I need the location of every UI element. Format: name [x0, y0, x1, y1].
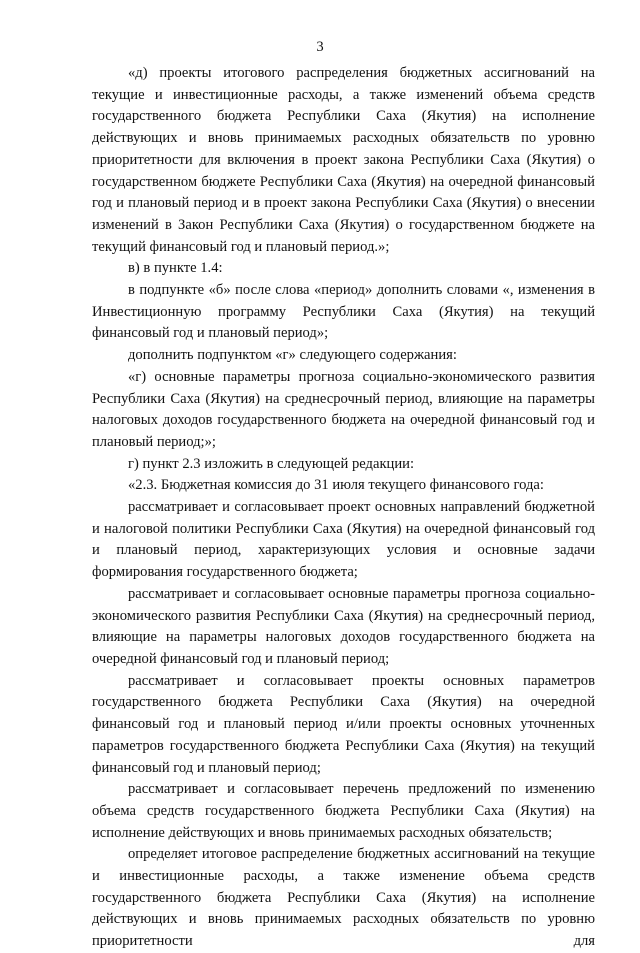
- paragraph-1: «д) проекты итогового распределения бюджетных ассигнований на текущие и инвестиционные расходы, а также изменений объема средств государственного бюджета Республики Саха (Якутия) на исполнение действующих и вновь принимаемых расходных обязательств по уровню приоритетности для включения в проект закона Республики Саха (Якутия) о государственном бюджете Республики Саха (Якутия) на очередной финансовый год и плановый период и в проект закона Республики Саха (Якутия) о внесении изменений в Закон Республики Саха (Якутия) о государственном бюджете на текущий финансовый год и плановый период.»;: [92, 65, 595, 255]
- paragraph-11: рассматривает и согласовывает перечень предложений по изменению объема средств государственного бюджета Республики Саха (Якутия) на исполнение действующих и вновь принимаемых расходных обязательств;: [92, 781, 595, 841]
- paragraph-12: определяет итоговое распределение бюджетных ассигнований на текущие и инвестиционные расходы, а также изменение объема средств государственного бюджета Республики Саха (Якутия) на исполнение действующих и вновь принимаемых расходных обязательств по уровню приоритетности для: [92, 846, 595, 950]
- document-body: [92, 63, 595, 953]
- paragraph-9: рассматривает и согласовывает основные параметры прогноза социально-экономического развития Республики Саха (Якутия) на среднесрочный период, влияющие на параметры налоговых доходов государственного бюджета на очередной финансовый год и плановый период;: [92, 585, 595, 667]
- paragraph-4: дополнить подпунктом «г» следующего содержания:: [128, 347, 457, 364]
- paragraph-10: рассматривает и согласовывает проекты основных параметров государственного бюджета Республики Саха (Якутия) на очередной финансовый год и плановый период и/или проекты основных уточненных параметров государственного бюджета Республики Саха (Якутия) на текущий финансовый год и плановый период;: [92, 672, 595, 776]
- paragraph-2: в) в пункте 1.4:: [128, 260, 223, 277]
- paragraph-7: «2.3. Бюджетная комиссия до 31 июля текущего финансового года:: [128, 477, 544, 494]
- page-number: 3: [316, 39, 324, 55]
- paragraph-3: в подпункте «б» после слова «период» дополнить словами «, изменения в Инвестиционную программу Республики Саха (Якутия) на текущий финансовый год и плановый период»;: [92, 282, 595, 342]
- paragraph-5: «г) основные параметры прогноза социально-экономического развития Республики Саха (Якутия) на среднесрочный период, влияющие на параметры налоговых доходов государственного бюджета на очередной финансовый год и плановый период;»;: [92, 368, 595, 450]
- paragraph-8: рассматривает и согласовывает проект основных направлений бюджетной и налоговой политики Республики Саха (Якутия) на очередной финансовый год и плановый период, характеризующих условия и основные задачи формирования государственного бюджета;: [92, 499, 595, 581]
- paragraph-6: г) пункт 2.3 изложить в следующей редакции:: [128, 455, 415, 472]
